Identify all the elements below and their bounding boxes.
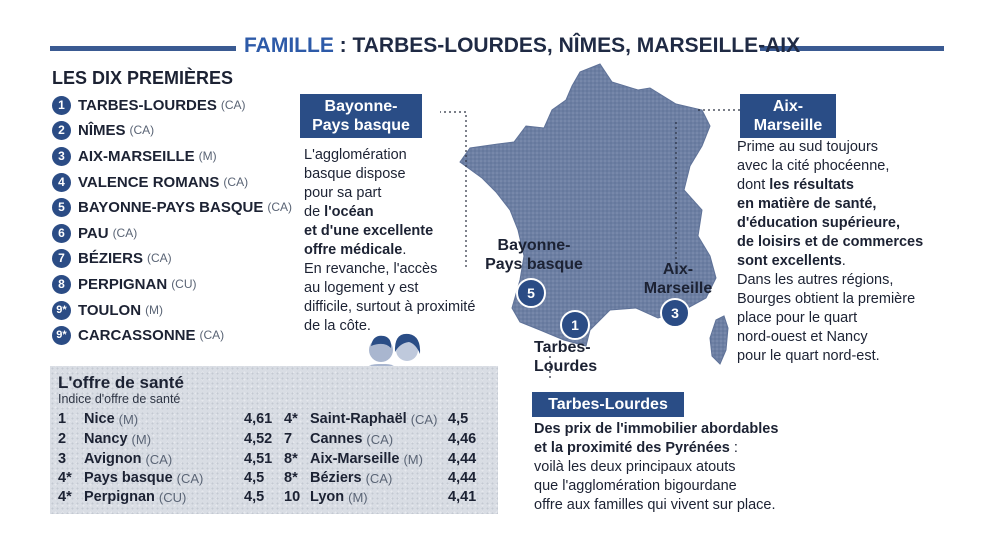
rank-badge: 2	[52, 121, 71, 140]
row-value: 4,5	[244, 489, 265, 505]
corsica-shape	[710, 316, 728, 364]
list-item	[52, 195, 292, 219]
text-emphasis: en matière de santé,	[737, 196, 877, 212]
text-span: .	[841, 253, 846, 269]
city-type: (CA)	[147, 251, 172, 265]
text-line: nord-ouest et Nancy	[737, 329, 868, 345]
list-item	[52, 272, 197, 296]
france-map	[440, 60, 740, 380]
rank-badge: 6	[52, 224, 71, 243]
list-item	[52, 221, 137, 245]
map-label-line: Lourdes	[534, 358, 598, 375]
city-name: BAYONNE-PAYS BASQUE	[78, 198, 264, 216]
tag-line: Marseille	[753, 117, 823, 134]
aix-tag	[740, 94, 836, 138]
map-label-tarbes	[534, 338, 614, 376]
row-name: Perpignan	[84, 489, 155, 505]
row-rank: 2	[58, 431, 67, 447]
text-emphasis: l'océan	[324, 204, 374, 220]
row-rank: 7	[284, 431, 293, 447]
city-type: (CA)	[199, 328, 225, 342]
marker-tarbes: 1	[560, 310, 590, 340]
health-table	[50, 366, 498, 514]
text-line	[737, 176, 923, 195]
row-value: 4,46	[448, 431, 477, 447]
text-line	[304, 203, 475, 222]
row-rank: 4*	[58, 470, 72, 486]
map-label-line: Marseille	[643, 280, 713, 297]
tag-line: Aix-	[772, 98, 804, 115]
table-row	[284, 429, 393, 449]
list-item	[52, 93, 246, 117]
page-title	[244, 34, 800, 58]
map-label-bayonne	[474, 236, 594, 274]
row-type: (CA)	[145, 451, 173, 467]
row-rank: 4*	[284, 411, 298, 427]
text-line: Prime au sud toujours	[737, 139, 879, 155]
text-line: avec la cité phocéenne,	[737, 158, 890, 174]
text-line: Dans les autres régions,	[737, 272, 894, 288]
title-main: FAMILLE	[244, 34, 334, 57]
marker-aix: 3	[660, 298, 690, 328]
text-emphasis: sont excellents	[737, 253, 842, 269]
row-type: (CA)	[410, 411, 438, 427]
city-type: (M)	[145, 303, 164, 317]
text-emphasis: de loisirs et de commerces	[737, 234, 924, 250]
rank-badge: 9*	[52, 301, 71, 320]
text-line: de la côte.	[304, 318, 371, 334]
map-label-aix	[628, 260, 728, 298]
row-type: (CA)	[366, 431, 394, 447]
row-name: Aix-Marseille	[310, 451, 400, 467]
text-span: dont	[737, 177, 770, 193]
text-line: que l'agglomération bigourdane	[534, 478, 737, 494]
text-line: difficile, surtout à proximité	[304, 299, 476, 315]
row-name: Nancy	[84, 431, 128, 447]
rank-badge: 1	[52, 96, 71, 115]
text-line: pour sa part	[304, 185, 382, 201]
bayonne-text	[304, 146, 475, 336]
row-value: 4,44	[448, 470, 477, 486]
text-emphasis: et la proximité des Pyrénées	[534, 440, 730, 456]
city-type: (CA)	[223, 175, 249, 189]
marker-bayonne: 5	[516, 278, 546, 308]
row-value: 4,52	[244, 431, 273, 447]
text-line: basque dispose	[304, 166, 406, 182]
city-name: TARBES-LOURDES	[78, 96, 217, 114]
row-rank: 10	[284, 489, 301, 505]
city-type: (CA)	[220, 98, 246, 112]
city-name: PERPIGNAN	[78, 275, 168, 293]
row-rank: 3	[58, 451, 67, 467]
city-type: (CA)	[112, 226, 138, 240]
table-row	[58, 449, 172, 469]
text-line	[737, 233, 923, 252]
text-emphasis: offre médicale	[304, 242, 403, 258]
text-line: Bourges obtient la première	[737, 291, 916, 307]
row-type: (CA)	[176, 470, 204, 486]
row-type: (M)	[131, 431, 152, 447]
text-span: de	[304, 204, 325, 220]
row-name: Cannes	[310, 431, 363, 447]
map-label-line: Bayonne-	[497, 237, 571, 254]
text-line: place pour le quart	[737, 310, 858, 326]
list-item	[52, 246, 172, 270]
row-value: 4,5	[244, 470, 265, 486]
table-row	[284, 409, 437, 429]
row-name: Avignon	[84, 451, 142, 467]
row-rank: 8*	[284, 470, 298, 486]
list-item	[52, 118, 154, 142]
row-name: Nice	[84, 411, 115, 427]
city-name: PAU	[78, 224, 109, 242]
list-item	[52, 144, 217, 168]
row-name: Lyon	[310, 489, 345, 505]
text-line	[304, 241, 475, 260]
text-emphasis: et d'une excellente	[304, 223, 434, 239]
table-row	[284, 449, 423, 469]
text-emphasis: Des prix de l'immobilier abordables	[534, 421, 779, 437]
text-line	[304, 222, 475, 241]
city-name: CARCASSONNE	[78, 326, 196, 344]
text-emphasis: d'éducation supérieure,	[737, 215, 900, 231]
table-row	[58, 468, 203, 488]
row-rank: 4*	[58, 489, 72, 505]
title-rest: : TARBES-LOURDES, NÎMES, MARSEILLE-AIX	[333, 34, 801, 57]
map-label-line: Tarbes-	[534, 339, 591, 356]
text-line	[534, 439, 778, 458]
table-row	[58, 409, 138, 429]
city-type: (CA)	[267, 200, 292, 214]
text-emphasis: les résultats	[769, 177, 854, 193]
text-span: :	[729, 440, 738, 456]
text-line: pour le quart nord-est.	[737, 348, 880, 364]
row-value: 4,61	[244, 411, 273, 427]
row-rank: 1	[58, 411, 67, 427]
row-name: Saint-Raphaël	[310, 411, 407, 427]
header-rule-left	[50, 46, 236, 51]
list-item	[52, 298, 163, 322]
text-line: L'agglomération	[304, 147, 407, 163]
rank-badge: 8	[52, 275, 71, 294]
list-item	[52, 323, 224, 347]
city-name: NÎMES	[78, 121, 126, 139]
rank-badge: 3	[52, 147, 71, 166]
city-name: BÉZIERS	[78, 249, 144, 267]
table-row	[284, 487, 368, 507]
rank-badge: 5	[52, 198, 71, 217]
text-line	[737, 195, 923, 214]
row-name: Béziers	[310, 470, 362, 486]
text-line: En revanche, l'accès	[304, 261, 438, 277]
rank-badge: 7	[52, 249, 71, 268]
text-span: .	[402, 242, 407, 258]
city-type: (M)	[198, 149, 217, 163]
map-label-line: Pays basque	[485, 256, 583, 273]
row-value: 4,51	[244, 451, 273, 467]
row-value: 4,5	[448, 411, 469, 427]
text-line	[737, 252, 923, 271]
table-row	[284, 468, 392, 488]
row-type: (CA)	[365, 470, 393, 486]
tag-line: Bayonne-	[324, 98, 398, 115]
row-type: (M)	[403, 451, 423, 467]
row-name: Pays basque	[84, 470, 173, 486]
tarbes-text	[534, 420, 778, 515]
city-name: AIX-MARSEILLE	[78, 147, 195, 165]
city-type: (CA)	[129, 123, 155, 137]
city-name: TOULON	[78, 301, 142, 319]
row-type: (M)	[118, 411, 139, 427]
top-ten-title: LES DIX PREMIÈRES	[52, 68, 234, 88]
row-type: (M)	[348, 489, 368, 505]
tag-line: Pays basque	[312, 117, 410, 134]
health-subtitle: Indice d'offre de santé	[58, 392, 181, 406]
bayonne-tag	[300, 94, 422, 138]
text-line: offre aux familles qui vivent sur place.	[534, 497, 776, 513]
tarbes-tag: Tarbes-Lourdes	[532, 392, 684, 417]
aix-text	[737, 138, 923, 366]
health-title: L'offre de santé	[58, 373, 184, 392]
city-name: VALENCE ROMANS	[78, 173, 220, 191]
row-type: (CU)	[158, 489, 187, 505]
rank-badge: 4	[52, 173, 71, 192]
row-value: 4,41	[448, 489, 477, 505]
row-value: 4,44	[448, 451, 477, 467]
city-type: (CU)	[171, 277, 197, 291]
text-line	[737, 214, 923, 233]
list-item	[52, 170, 248, 194]
text-line: au logement y est	[304, 280, 419, 296]
map-label-line: Aix-	[662, 261, 694, 278]
text-line	[534, 420, 778, 439]
row-rank: 8*	[284, 451, 298, 467]
text-line: voilà les deux principaux atouts	[534, 459, 736, 475]
table-row	[58, 487, 186, 507]
table-row	[58, 429, 151, 449]
rank-badge: 9*	[52, 326, 71, 345]
